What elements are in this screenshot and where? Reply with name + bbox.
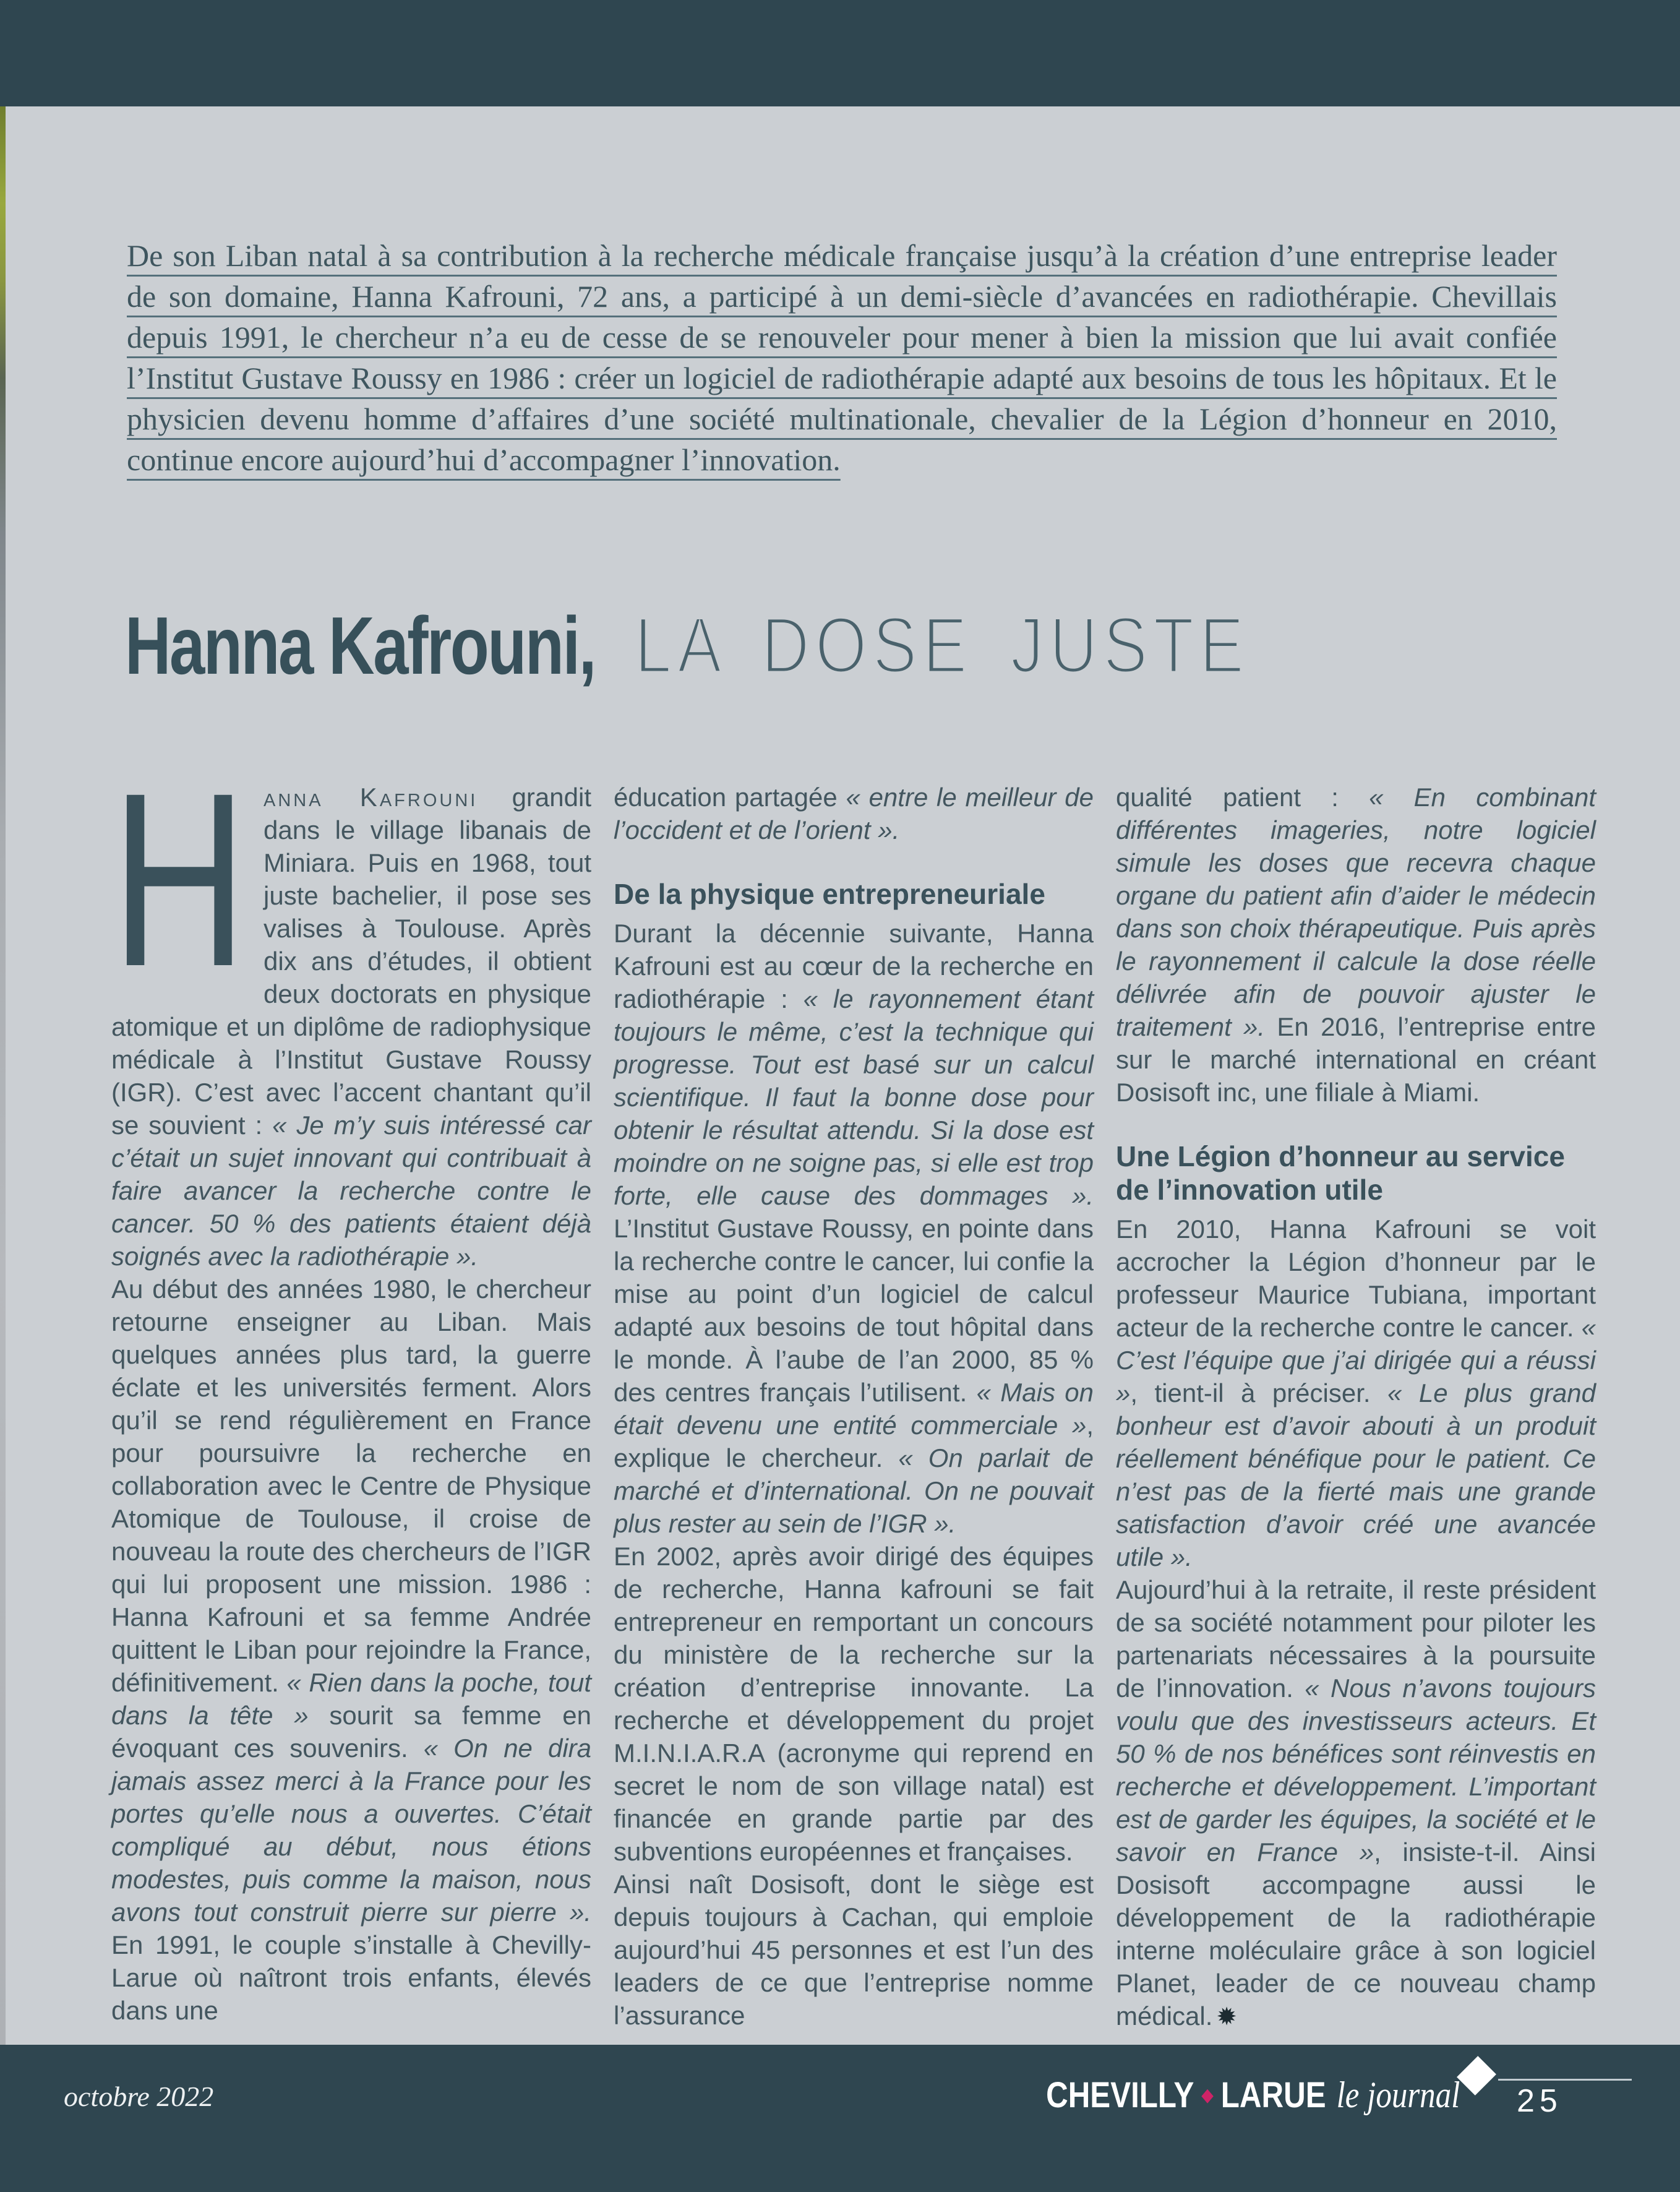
text-run: « entre le meilleur de l’occident et de l’orient ». <box>614 783 1094 845</box>
footer-rule <box>1498 2079 1632 2081</box>
text-run: éducation partagée <box>614 783 846 812</box>
text-run: « C’est l’équipe que j’ai dirigée qui a réussi » <box>1116 1313 1596 1408</box>
subheading <box>1116 1140 1596 1206</box>
page-edge-strip <box>0 106 6 2045</box>
paragraph <box>1116 781 1596 1109</box>
paragraph <box>1116 1573 1596 2034</box>
text-run: anna Kafrouni <box>264 783 478 812</box>
text-run: « On parlait de marché et d’international. On ne pouvait plus rester au sein de l’IGR ». <box>614 1443 1094 1538</box>
page-title-name: Hanna Kafrouni, <box>125 600 596 691</box>
text-run: « Rien dans la poche, tout dans la tête » <box>111 1668 591 1730</box>
drop-cap <box>111 741 252 1018</box>
page-number: 25 <box>1517 2083 1562 2119</box>
page-title-subtitle: LA DOSE JUSTE <box>635 601 1250 690</box>
text-run: « On ne dira jamais assez merci à la France pour les portes qu’elle nous a ouvertes. C’était compliqué au début, nous étions modestes, puis comme la maison, nous avons tout construit pierre sur pierre ». <box>111 1734 591 1927</box>
top-band <box>0 0 1680 106</box>
text-run: En 2016, l’entreprise entre sur le marché international en créant Dosisoft inc, une filiale à Miami. <box>1116 1012 1596 1107</box>
text-run: Une Légion d’honneur au service de l’innovation utile <box>1116 1140 1565 1206</box>
end-mark-icon: ✹ <box>1216 2003 1237 2031</box>
journal-logo <box>1046 2074 1460 2117</box>
text-run: « Mais on était devenu une entité commerciale » <box>614 1378 1094 1440</box>
intro-paragraph: De son Liban natal à sa contribution à la recherche médicale française jusqu’à la création d’une entreprise leader de son domaine, Hanna Kafrouni, 72 ans, a participé à un demi-siècle d’avancées en radiothérapie. Chevillais depuis 1991, le chercheur n’a eu de cesse de se renouveler pour mener à bien la mission que lui avait confiée l’Institut Gustave Roussy en 1986 : créer un logiciel de radiothérapie adapté aux besoins de tous les hôpitaux. Et le physicien devenu homme d’affaires d’une société multinationale, chevalier de la Légion d’honneur en 2010, continue encore aujourd’hui d’accompagner l’innovation. <box>127 238 1557 477</box>
logo-larue: LARUE <box>1220 2075 1326 2115</box>
text-run: , explique le chercheur. <box>614 1411 1094 1472</box>
text-run: « Le plus grand bonheur est d’avoir abouti à un produit réellement bénéfique pour le patient. Ce n’est pas de la fierté mais une grande satisfaction d’avoir créé une avancée utile ». <box>1116 1378 1596 1571</box>
drop-cap-letter: H <box>111 741 247 1018</box>
paragraph <box>614 781 1094 846</box>
text-run: En 2002, après avoir dirigé des équipes de recherche, Hanna kafrouni se fait entrepreneur en remportant un concours du ministère de la recherche sur la création d’entreprise innovante. La recherche et développement du projet M.I.N.I.A.R.A (acronyme qui reprend en secret le nom de son village natal) est financée en grande partie par des subventions européennes et françaises. <box>614 1542 1094 1866</box>
paragraph <box>614 917 1094 1540</box>
logo-chevilly: CHEVILLY <box>1045 2075 1194 2115</box>
footer-band <box>0 2045 1680 2192</box>
logo-le-journal: le journal <box>1336 2074 1460 2115</box>
text-run: Ainsi naît Dosisoft, dont le siège est depuis toujours à Cachan, qui emploie aujourd’hui 45 personnes et est l’un des leaders de ce que l’entreprise nomme l’assurance <box>614 1870 1094 2030</box>
text-run: « le rayonnement étant toujours le même, c’est la technique qui progresse. Tout est basé sur un calcul scientifique. Il faut la bonne dose pour obtenir le résultat attendu. Si la dose est moindre on ne soigne pas, si elle est trop forte, elle cause des dommages ». <box>614 984 1094 1210</box>
text-run: grandit dans le village libanais de Miniara. Puis en 1968, tout juste bachelier, il pose ses valises à Toulouse. Après dix ans d’études, il obtient deux doctorats en physique atomique et un diplôme de radiophysique médicale à l’Institut Gustave Roussy (IGR). C’est avec l’accent chantant qu’il se souvient : <box>111 783 591 1140</box>
paragraph <box>111 741 591 1273</box>
paragraph <box>614 1540 1094 1868</box>
paragraph <box>614 1868 1094 2032</box>
text-run: Au début des années 1980, le chercheur retourne enseigner au Liban. Mais quelques années plus tard, la guerre éclate et les universités ferment. Alors qu’il se rend régulièrement en France pour poursuivre la recherche en collaboration avec le Centre de Physique Atomique de Toulouse, il croise de nouveau la route des chercheurs de l’IGR qui lui proposent une mission. 1986 : Hanna Kafrouni et sa femme Andrée quittent le Liban pour rejoindre la France, définitivement. <box>111 1274 591 1697</box>
article-column-2 <box>614 781 1094 2032</box>
text-run: « Nous n’avons toujours voulu que des investisseurs acteurs. Et 50 % de nos bénéfices sont réinvestis en recherche et développement. L’important est de garder les équipes, la société et le savoir en France » <box>1116 1674 1596 1867</box>
text-run: sourit sa femme en évoquant ces souvenirs. <box>111 1701 592 1763</box>
text-run: , tient-il à préciser. <box>1130 1378 1388 1408</box>
subheading <box>614 877 1094 911</box>
text-run: L’Institut Gustave Roussy, en pointe dans la recherche contre le cancer, lui confie la mise au point d’un logiciel de calcul adapté aux besoins de tout hôpital dans le monde. À l’aube de l’an 2000, 85 % des centres français l’utilisent. <box>614 1214 1094 1407</box>
paragraph <box>1116 1213 1596 1573</box>
text-run: Durant la décennie suivante, Hanna Kafrouni est au cœur de la recherche en radiothérapie : <box>614 919 1094 1013</box>
article-column-1 <box>111 741 592 2027</box>
text-run: qualité patient : <box>1116 783 1369 812</box>
text-run: « Je m’y suis intéressé car c’était un sujet innovant qui contribuait à faire avancer la recherche contre le cancer. 50 % des patients étaient déjà soignés avec la radiothérapie ». <box>111 1111 591 1271</box>
text-run: « En combinant différentes imageries, notre logiciel simule les doses que recevra chaque organe du patient afin d’aider le médecin dans son choix thérapeutique. Puis après le rayonnement il calcule la dose réelle délivrée afin de pouvoir ajuster le traitement ». <box>1116 783 1596 1041</box>
article-column-3 <box>1116 781 1596 2076</box>
text-run: , insiste-t-il. Ainsi Dosisoft accompagne aussi le développement de la radiothérapie interne moléculaire grâce à son logiciel Planet, leader de ce nouveau champ médical. <box>1116 1837 1596 2031</box>
issue-date: octobre 2022 <box>64 2081 214 2112</box>
diamond-separator-icon: ◆ <box>1201 2084 1214 2105</box>
text-run: En 1991, le couple s’installe à Chevilly-Larue où naîtront trois enfants, élevés dans une <box>111 1930 591 2025</box>
text-run: De la physique entrepreneuriale <box>614 878 1045 910</box>
text-run: En 2010, Hanna Kafrouni se voit accrocher la Légion d’honneur par le professeur Maurice Tubiana, important acteur de la recherche contre le cancer. <box>1116 1214 1596 1342</box>
text-run: Aujourd’hui à la retraite, il reste président de sa société notamment pour piloter les partenariats nécessaires à la poursuite de l’innovation. <box>1116 1575 1596 1703</box>
paragraph <box>111 1273 591 2027</box>
